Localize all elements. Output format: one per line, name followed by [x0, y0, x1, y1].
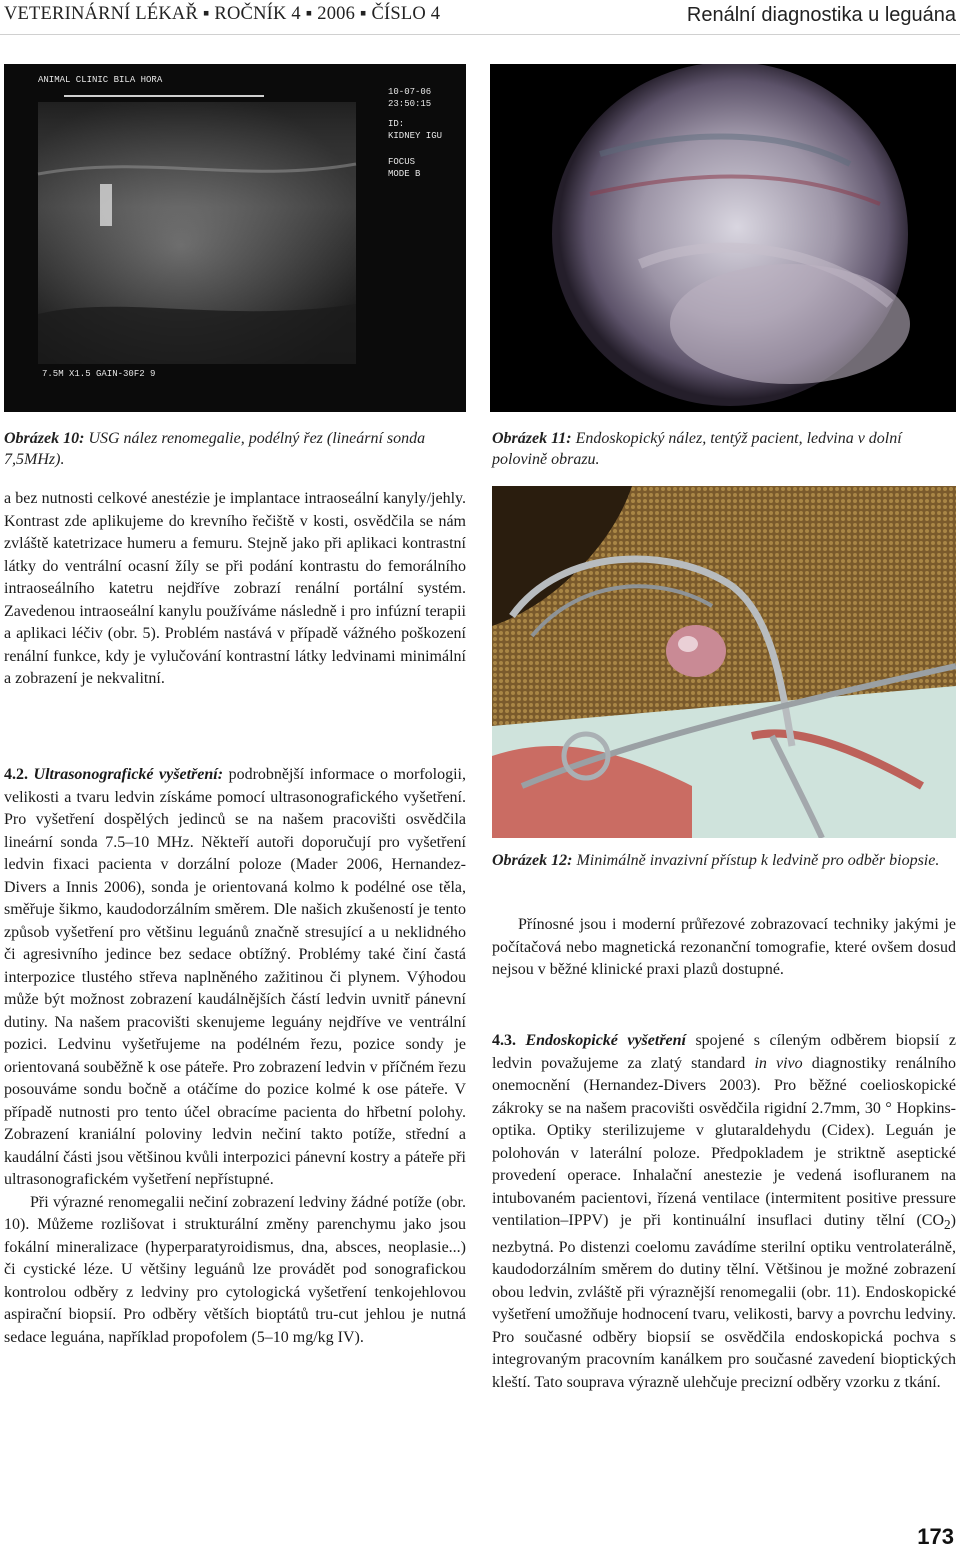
paragraph: a bez nutnosti celkové anestézie je implantace intraoseální kanyly/jehly. Kontrast zde aplikujeme do krevního řečiště v kosti, osvědčila se nám zvláště katetrizace humeru a femuru. Stejně jako při aplikaci kontrastní látky do ventrální ocasní žíly se při podání kontrastu do femorálního intraoseálního katetru nejdříve zobrazí renální portální systém. Zavedenou intraoseální kanylu používáme následně i pro infúzní terapii a aplikaci léčiv (obr. 5). Problém nastává v případě vážného poškození renální funkce, kdy je vylučování kontrastní látky ledvinami minimální a zobrazení je nekvalitní.: [4, 490, 466, 687]
ultrasound-image: [4, 64, 466, 412]
section-body-cont: diagnostiky renálního onemocnění (Hernandez-Divers 2003). Pro běžné coelioskopické zákroky se na našem pracovišti osvědčila rigidní 2.7mm, 30 ° Hopkins-optika. Optiky sterilizujeme v glutaraldehydu (Cidex). Leguán je polohován v laterální poloze. Předpokladem je striktně aseptické provedení operace. Inhalační anestezie je vedená isofluranem na intubovaném pacientovi, řízená ventilace (intermitent positive pressure ventilation–IPPV) je při kontinuální insuflaci dutiny tělní (CO: [492, 1054, 957, 1229]
figure-11-label: Obrázek 11:: [492, 430, 572, 447]
right-column-section-4-3: [492, 1030, 956, 1394]
italic-term: in vivo: [754, 1054, 803, 1072]
section-number: 4.3.: [492, 1032, 516, 1049]
figure-12-caption-text: Minimálně invazivní přístup k ledvině pro odběr biopsie.: [572, 852, 940, 869]
usg-settings: 7.5M X1.5 GAIN-30F2 9: [42, 369, 156, 379]
surgery-graphic: [492, 486, 956, 838]
section-body-end: ) nezbytná. Po distenzi coelomu zavádíme sterilní optiku ventrolaterálně, kaudodorzálním směrem do dutiny tělní. Většinou je možné zobrazení obou ledvin, zvláště při výraznější renomegalii (obr. 11). Endoskopické vyšetření umožňuje hodnocení tvaru, velikosti, barvy a povrchu ledviny. Pro současné odběry biopsií se osvědčila endoskopická pochva s integrovaným pracovním kanálkem pro současné zavedení bioptických kleští. Tato souprava výrazně ulehčuje precizní odběry vzorku z tkání.: [492, 1212, 956, 1391]
section-4-3-paragraph: [492, 1030, 956, 1394]
endoscopy-graphic: [490, 64, 956, 412]
endoscopy-image: [490, 64, 956, 412]
figure-10-caption: [4, 428, 466, 470]
usg-id-label: ID:: [388, 119, 405, 129]
paragraph: Přínosné jsou i moderní průřezové zobrazovací techniky jakými je počítačová nebo magnetická rezonanční tomografie, které ovšem dosud nejsou v běžné klinické praxi plazů dostupné.: [492, 916, 956, 978]
header-divider: [0, 34, 960, 35]
usg-focus-value: MODE B: [388, 169, 421, 179]
usg-date: 10-07-06: [388, 87, 432, 97]
usg-clinic-label: ANIMAL CLINIC BILA HORA: [38, 75, 163, 85]
usg-focus-label: FOCUS: [388, 157, 416, 167]
article-title: Renální diagnostika u leguána: [686, 4, 956, 26]
figure-12-label: Obrázek 12:: [492, 852, 573, 869]
surgery-image: [492, 486, 956, 838]
subscript: 2: [944, 1217, 951, 1233]
figure-11-caption-text: Endoskopický nález, tentýž pacient, ledvina v dolní polovině obrazu.: [492, 430, 902, 468]
right-column-intro: [492, 914, 956, 982]
section-heading: Ultrasonografické vyšetření:: [28, 766, 224, 783]
section-heading: Endoskopické vyšetření: [516, 1032, 686, 1049]
section-body: podrobnější informace o morfologii, velikosti a tvaru ledvin získáme pomocí ultrasonografického vyšetření. Pro vyšetření dospělých jedinců se na našem pracovišti osvědčila lineární sonda 7.5–10 MHz. Někteří autoři doporučují pro vyšetření ledvin fixaci pacienta v dorzální poloze (Mader 2006, Hernandez-Divers a Innis 2006), sonda je orientovaná kolmo k podélné ose těla, směřuje šikmo, kaudodorzálním směrem. Dle našich zkušeností je tento způsob vyšetření pro většinu leguánů značně stresující a u neklidného či agresivního jedince bez sedace obtížný. Problémy také činí častá interpozice tlustého střeva naplněného zažitinou či plynem. Výhodou může být možnost zobrazení kaudálnějších částí ledvin uvnitř pánevní dutiny. Na našem pracovišti skenujeme leguány nejdříve ve ventrální pozici. Ledvinu vyšetřujeme na podélném řezu, pozice sondy je orientovaná souběžně k ose páteře. Pro zobrazení ledvin v příčném řezu posouváme sondu bočně a otáčíme do pozice kolmé k ose páteře. V případě nutnosti pro tento účel obracíme pacienta do hřbetní polohy. Zobrazení kraniální poloviny ledvin nečiní takto potíže, střední a kaudální části jsou většinou kvůli interpozici pánevní kostry a páteře při ultrasonografickém vyšetření nepřístupné.: [4, 766, 466, 1188]
section-number: 4.2.: [4, 766, 28, 783]
left-column-intro: [4, 488, 466, 691]
section-body: spojené s cíleným odběrem biopsií z ledvin považujeme za zlatý standard: [492, 1032, 956, 1072]
usg-id-value: KIDNEY IGU: [388, 131, 443, 141]
left-column-section-4-2: [4, 764, 466, 1349]
figure-10-label: Obrázek 10:: [4, 430, 85, 447]
figure-10-caption-text: USG nález renomegalie, podélný řez (lineární sonda 7,5MHz).: [4, 430, 426, 468]
running-header: [0, 0, 960, 36]
figure-12-caption: [492, 850, 956, 871]
journal-title: VETERINÁRNÍ LÉKAŘ ▪ ROČNÍK 4 ▪ 2006 ▪ ČÍSLO 4: [4, 4, 441, 24]
paragraph: Při výrazné renomegalii nečiní zobrazení ledviny žádné potíže (obr. 10). Můžeme rozlišovat i strukturální změny parenchymu jako jsou fokální mineralizace (hyperparatyroidismus, dna, absces, neoplasie...) či cystické léze. U většiny leguánů lze provádět pod sonografickou kontrolou odběry z ledviny pro cytologická vyšetření tenkojehlovou aspirační biopsií. Pro odběry větších bioptátů tru-cut jehlou je nutná sedace leguána, například propofolem (5–10 mg/kg IV).: [4, 1193, 466, 1346]
figure-11-caption: [492, 428, 956, 470]
section-4-2-paragraph: [4, 764, 466, 1192]
usg-time: 23:50:15: [388, 99, 432, 109]
ultrasound-graphic: [4, 64, 466, 412]
page-number: 173: [917, 1524, 954, 1549]
